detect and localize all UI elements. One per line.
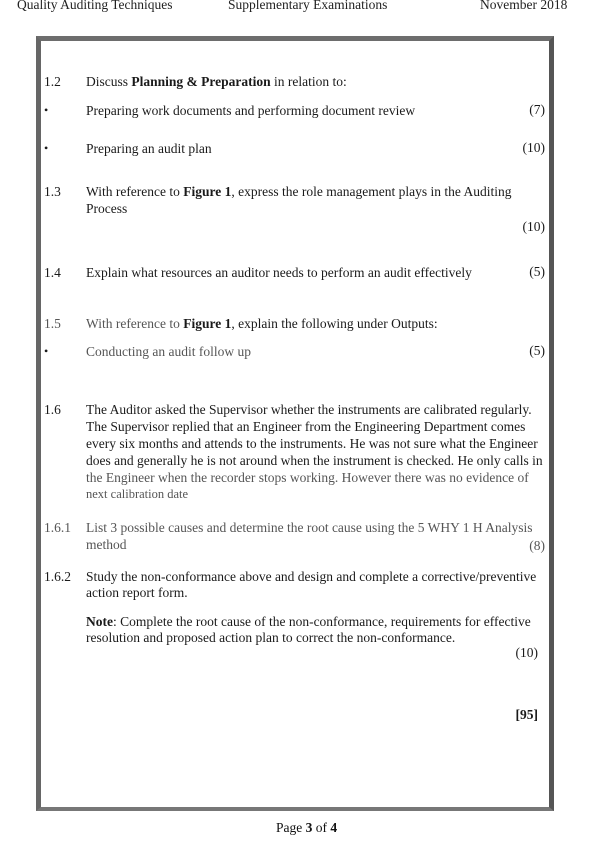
header-left: Quality Auditing Techniques — [17, 0, 173, 12]
q1-2-number: 1.2 — [44, 74, 61, 89]
q1-6-1-number: 1.6.1 — [44, 520, 71, 535]
q1-2-bullet-2-marks: (10) — [522, 140, 545, 155]
q1-2-text — [86, 73, 347, 90]
footer-total: 4 — [330, 820, 338, 835]
q1-6-2-marks: (10) — [515, 645, 538, 660]
total-marks: [95] — [515, 707, 538, 722]
q1-4-text: Explain what resources an auditor needs to perform an audit effectively — [86, 265, 472, 280]
q1-2-bullet-2: Preparing an audit plan — [86, 141, 212, 156]
q1-5-number: 1.5 — [44, 316, 61, 331]
q1-5-marks: (5) — [529, 343, 545, 358]
header-right: November 2018 — [480, 0, 568, 12]
q1-3-number: 1.3 — [44, 184, 61, 199]
q1-2-bullet-1: Preparing work documents and performing document review — [86, 103, 416, 118]
q1-6-line-2: The Supervisor replied that an Engineer from the Engineering Department comes — [86, 419, 526, 434]
footer-middle: of — [312, 820, 331, 835]
q1-6-line-5: the Engineer when the recorder stops working. However there was no evidence of — [86, 470, 529, 485]
q1-6-1-line-1: List 3 possible causes and determine the root cause using the 5 WHY 1 H Analysis — [86, 520, 533, 535]
q1-4-number: 1.4 — [44, 265, 61, 280]
bullet-icon: • — [44, 141, 49, 155]
q1-3-text — [86, 183, 511, 200]
q1-6-2-line-2: action report form. — [86, 585, 188, 600]
q1-6-2-note-2: resolution and proposed action plan to correct the non-conformance. — [86, 630, 456, 645]
footer-page: 3 — [305, 820, 313, 835]
q1-6-1-marks: (8) — [529, 538, 545, 553]
page-footer — [0, 820, 613, 836]
header-center: Supplementary Examinations — [228, 0, 388, 12]
footer-prefix: Page — [275, 820, 306, 835]
note-label: Note — [86, 614, 113, 629]
q1-6-1-line-2: method — [86, 537, 127, 552]
q1-6-line-3: every six months and attends to the instruments. He was not sure what the Engineer — [86, 436, 538, 451]
q1-6-number: 1.6 — [44, 402, 61, 417]
bullet-icon: • — [44, 103, 49, 117]
q1-4-marks: (5) — [529, 264, 545, 279]
q1-5-bold: Figure 1 — [183, 316, 232, 331]
q1-5-lead: With reference to — [86, 316, 184, 331]
q1-5-bullet: Conducting an audit follow up — [86, 344, 251, 359]
q1-6-2-number: 1.6.2 — [44, 569, 71, 584]
q1-6-line-1: The Auditor asked the Supervisor whether the instruments are calibrated regularly. — [86, 402, 532, 417]
q1-2-bold: Planning & Preparation — [131, 74, 271, 89]
q1-6-line-6: next calibration date — [86, 487, 189, 501]
q1-3-tail1: , express the role management plays in the Auditing — [231, 184, 512, 199]
q1-3-bold: Figure 1 — [183, 184, 232, 199]
q1-6-2-note — [86, 613, 531, 630]
q1-5-text — [86, 315, 438, 332]
bullet-icon: • — [44, 344, 49, 358]
q1-3-lead: With reference to — [86, 184, 184, 199]
q1-2-tail: in relation to: — [270, 74, 347, 89]
q1-3-marks: (10) — [522, 219, 545, 234]
q1-6-line-4: does and generally he is not around when the instrument is checked. He only calls in — [86, 453, 543, 468]
q1-3-tail2: Process — [86, 201, 128, 216]
note-text-1: : Complete the root cause of the non-conformance, requirements for effective — [113, 614, 531, 629]
q1-6-2-line-1: Study the non-conformance above and design and complete a corrective/preventive — [86, 569, 537, 584]
q1-2-bullet-1-marks: (7) — [529, 102, 545, 117]
q1-5-tail: , explain the following under Outputs: — [231, 316, 438, 331]
q1-2-lead: Discuss — [86, 74, 132, 89]
